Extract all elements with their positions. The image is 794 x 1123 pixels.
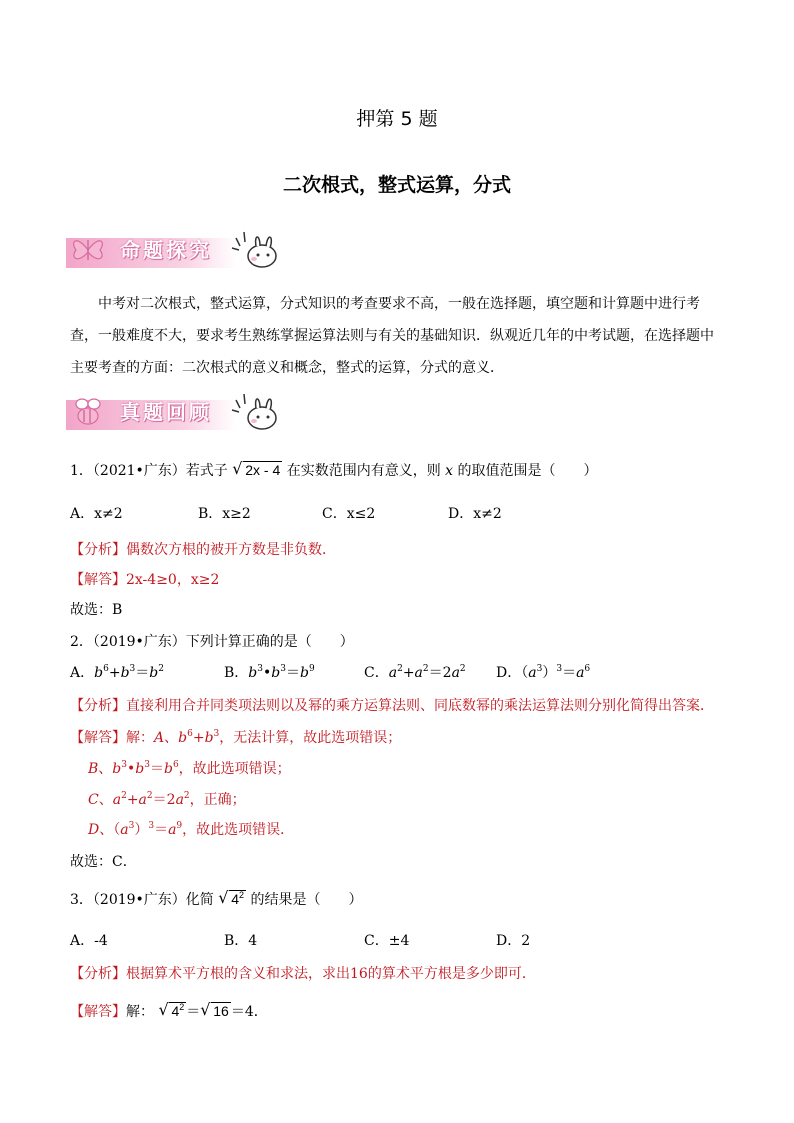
- q3-answer-radical-1: √ $4^2$: [158, 1000, 185, 1019]
- q1-option-c: C．x≤2: [322, 506, 376, 522]
- q2-option-d: D．$(a^3)^3=a^6$: [496, 664, 591, 681]
- bunny-mascot-icon: [230, 228, 280, 272]
- q2-answer-d: D、$(a^3)^3=a^9$，故此选项错误．: [88, 821, 295, 838]
- q2-answer-a: 【解答】解：A、$b^6+b^3$，无法计算，故此选项错误；: [70, 729, 402, 746]
- q2-answer-c: C、$a^2+a^2=2a^2$，正确；: [88, 791, 246, 808]
- q3-option-a: A．-4: [70, 933, 108, 949]
- page-title: 押第 5 题: [356, 108, 438, 130]
- q1-option-d: D．x≠2: [448, 506, 502, 522]
- q2-option-b: B．$b^3•b^3=b^9$: [224, 664, 315, 681]
- q1-radical: √ 2x - 4: [232, 459, 281, 478]
- q3-answer-radical-2: √ 16: [200, 1000, 229, 1019]
- banner-label: 命题探究: [120, 238, 212, 262]
- q2-option-c: C．$a^2+a^2=2a^2$: [364, 664, 466, 681]
- q2-stem: 2．（2019•广东）下列计算正确的是（ ）: [70, 634, 354, 650]
- q2-answer-b: B、$b^3•b^3=b^6$，故此选项错误；: [88, 760, 291, 777]
- q1-option-b: B．x≥2: [198, 506, 251, 522]
- bunny-mascot-icon: [230, 390, 280, 434]
- butterfly-icon: [68, 230, 108, 270]
- bee-icon: [68, 392, 108, 432]
- q1-analysis: 【分析】偶数次方根的被开方数是非负数．: [70, 542, 336, 558]
- q2-option-a: A．$b^6+b^3=b^2$: [70, 664, 164, 681]
- q3-option-d: D．2: [496, 933, 531, 949]
- section-banner-analysis: [66, 228, 280, 272]
- q3-option-b: B．4: [224, 933, 258, 949]
- q1-answer: 【解答】2x-4≥0，x≥2: [70, 572, 220, 588]
- section-banner-review: [66, 390, 280, 434]
- q2-analysis: 【分析】直接利用合并同类项法则以及幂的乘方运算法则、同底数幂的乘法运算法则分别化简得出答案．: [70, 698, 714, 714]
- q3-answer: 【解答】解： √ $4^2$ ＝ √ 16 ＝4．: [70, 1000, 268, 1020]
- q1-choice: 故选：B: [70, 602, 123, 618]
- q3-stem: 3．（2019•广东）化简 √ $4^2$ 的结果是（ ）: [70, 888, 363, 908]
- q1-stem: 1．（2021•广东）若式子 √ 2x - 4 在实数范围内有意义，则 x 的取值范围是（ ）: [70, 459, 598, 479]
- q3-analysis: 【分析】根据算术平方根的含义和求法，求出16的算术平方根是多少即可．: [70, 966, 536, 982]
- banner-label: 真题回顾: [120, 400, 212, 424]
- q1-option-a: A．x≠2: [70, 506, 123, 522]
- intro-paragraph: 中考对二次根式，整式运算，分式知识的考查要求不高，一般在选择题，填空题和计算题中进行考查，一般难度不大，要求考生熟练掌握运算法则与有关的基础知识．纵观近几年的中考试题，在选择题中主要考查的方面：二次根式的意义和概念，整式的运算，分式的意义．: [70, 296, 714, 376]
- q3-radical: √ $4^2$: [218, 888, 245, 907]
- q3-option-c: C．±4: [364, 933, 410, 949]
- page-subtitle: 二次根式，整式运算，分式: [282, 174, 511, 196]
- q2-choice: 故选：C．: [70, 854, 137, 870]
